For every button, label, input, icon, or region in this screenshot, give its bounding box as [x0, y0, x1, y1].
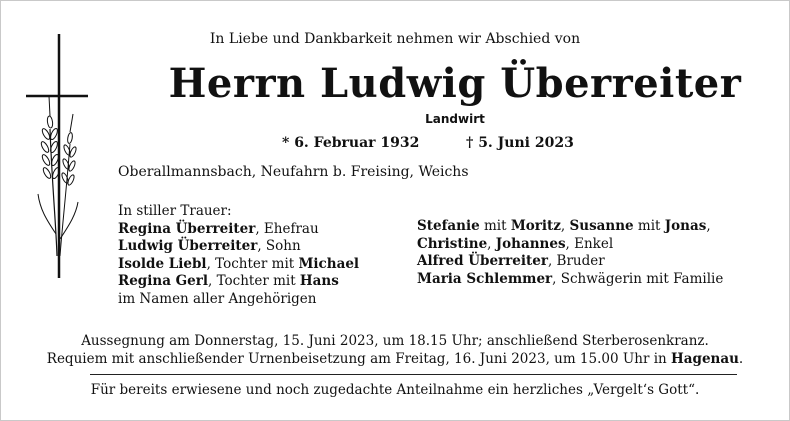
mourner-line — [417, 218, 723, 236]
mourner-name: Ludwig Überreiter — [118, 238, 258, 254]
mourner-line — [118, 291, 359, 309]
mourner-name: Hans — [299, 273, 339, 289]
deceased-name: Herrn Ludwig Überreiter — [168, 60, 742, 107]
mourner-line — [417, 236, 723, 254]
mourners-left-list — [118, 221, 359, 309]
service-line-2-end: . — [738, 350, 744, 367]
mourners-right — [417, 218, 723, 288]
mourner-relation: , — [706, 218, 711, 234]
divider-line — [90, 374, 737, 375]
mourner-name: Christine — [417, 235, 488, 252]
mourner-relation: , Ehefrau — [255, 220, 319, 237]
mourner-relation: , Enkel — [565, 235, 614, 252]
service-line-2 — [0, 351, 790, 369]
cross-with-wheat-icon — [26, 34, 96, 279]
service-info — [0, 333, 790, 368]
death-date: † 5. Juni 2023 — [466, 135, 574, 151]
mourner-line — [417, 253, 723, 271]
mourner-line — [118, 256, 359, 274]
mourner-relation: im Namen aller Angehörigen — [118, 290, 317, 307]
occupation: Landwirt — [425, 112, 485, 126]
mourner-name: Alfred Überreiter — [417, 253, 548, 269]
mourner-relation: , — [560, 218, 570, 234]
mourner-name: Jonas — [664, 218, 707, 234]
mourner-name: Stefanie — [417, 218, 480, 234]
mourner-name: Regina Überreiter — [118, 220, 256, 237]
mourner-name: Isolde Liebl — [118, 255, 207, 272]
places: Oberallmannsbach, Neufahrn b. Freising, Weichs — [118, 164, 469, 180]
mourner-relation: , Bruder — [547, 253, 605, 269]
mourner-name: Moritz — [510, 218, 561, 234]
mourner-relation: , Tochter mit — [208, 273, 300, 289]
intro-text: In Liebe und Dankbarkeit nehmen wir Abschied von — [209, 31, 581, 47]
mourner-line — [118, 273, 359, 291]
mourners-right-list — [417, 218, 723, 288]
mourner-line — [118, 238, 359, 256]
mourner-relation: , — [487, 235, 496, 252]
service-line-2-text: Requiem mit anschließender Urnenbeisetzung am Freitag, 16. Juni 2023, um 15.00 Uhr in — [46, 350, 671, 367]
mourners-left — [118, 203, 359, 308]
mourner-name: Susanne — [569, 218, 634, 234]
mourner-name: Johannes — [495, 235, 566, 252]
mourner-relation: , Tochter mit — [206, 255, 299, 272]
mourner-name: Maria Schlemmer — [417, 270, 553, 287]
mourners-heading: In stiller Trauer: — [118, 203, 232, 219]
mourner-line — [118, 221, 359, 239]
mourner-relation: , Sohn — [257, 238, 301, 254]
birth-date: * 6. Februar 1932 — [282, 135, 420, 151]
mourner-name: Regina Gerl — [118, 273, 208, 289]
service-line-1: Aussegnung am Donnerstag, 15. Juni 2023, um 18.15 Uhr; anschließend Sterberosenkranz. — [81, 333, 709, 349]
mourner-name: Michael — [298, 255, 360, 272]
thanks-text: Für bereits erwiesene und noch zugedachte Anteilnahme ein herzliches „Vergelt‘s Gott“. — [90, 382, 700, 398]
service-place: Hagenau — [671, 350, 739, 367]
mourner-relation: , Schwägerin mit Familie — [552, 270, 724, 287]
mourner-relation: mit — [633, 218, 665, 234]
mourner-relation: mit — [479, 218, 511, 234]
mourner-line — [417, 271, 723, 289]
